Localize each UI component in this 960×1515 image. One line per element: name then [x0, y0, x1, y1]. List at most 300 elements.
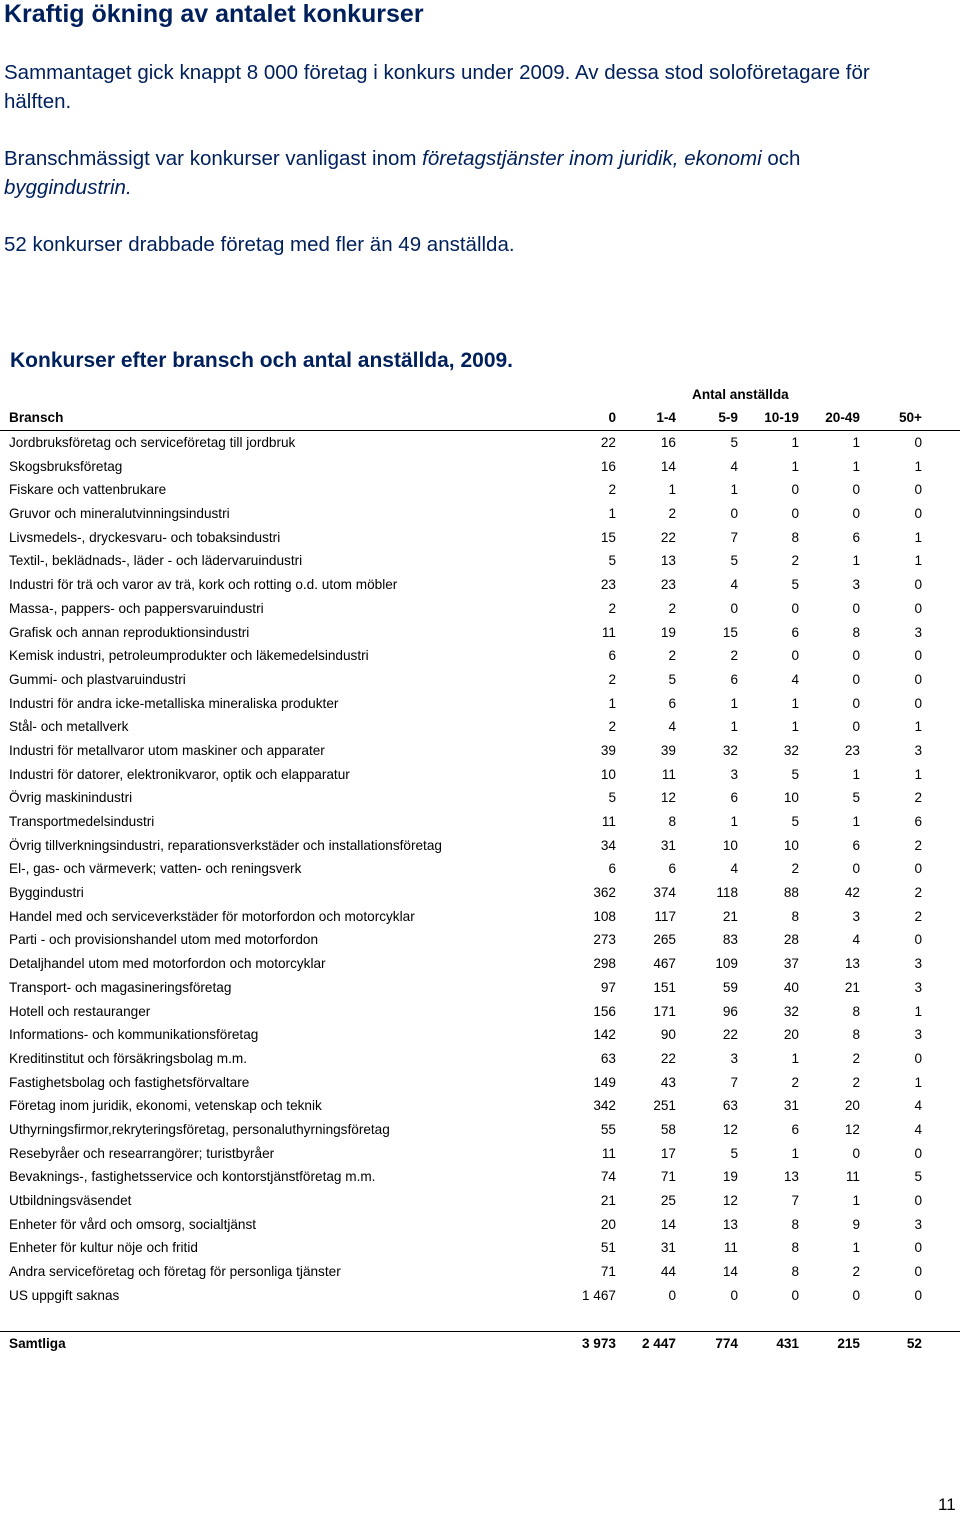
table-cell: 58 — [660, 1121, 676, 1137]
table-cell: 5 — [608, 553, 616, 569]
table-cell: 19 — [660, 624, 676, 640]
table-cell: 3 — [852, 908, 860, 924]
table-row — [0, 1260, 960, 1284]
table-cell: 8 — [791, 1216, 799, 1232]
intro-paragraph: Sammantaget gick knappt 8 000 företag i konkurs under 2009. Av dessa stod soloföretagare för hälften. — [4, 61, 870, 113]
table-cell: 4 — [730, 577, 738, 593]
table-cell: 8 — [791, 1240, 799, 1256]
total-cell: 3 973 — [581, 1336, 616, 1352]
table-cell: 96 — [722, 1003, 738, 1019]
row-label: Andra serviceföretag och företag för personliga tjänster — [9, 1264, 341, 1280]
row-label: Industri för trä och varor av trä, kork och rotting o.d. utom möbler — [9, 577, 398, 593]
table-header-row — [0, 406, 960, 431]
table-cell: 32 — [783, 1003, 799, 1019]
table-cell: 7 — [791, 1193, 799, 1208]
table-cell: 22 — [660, 529, 676, 545]
table-cell: 39 — [660, 742, 676, 758]
table-cell: 14 — [660, 458, 676, 474]
table-cell: 31 — [660, 837, 676, 853]
table-cell: 0 — [791, 506, 799, 522]
total-cell: 2 447 — [641, 1336, 676, 1352]
table-cell: 156 — [593, 1003, 616, 1019]
table-cell: 5 — [668, 671, 676, 687]
table-cell: 44 — [660, 1264, 676, 1280]
table-cell: 5 — [791, 577, 799, 593]
row-label: Fiskare och vattenbrukare — [9, 482, 167, 498]
table-cell: 8 — [791, 529, 799, 545]
table-cell: 142 — [593, 1027, 616, 1043]
table-cell: 42 — [844, 885, 860, 901]
row-label: Massa-, pappers- och pappersvaruindustri — [9, 600, 264, 616]
table-cell: 0 — [914, 1264, 922, 1280]
table-row — [0, 715, 960, 739]
table-cell: 6 — [668, 695, 676, 711]
table-cell: 11 — [601, 814, 616, 829]
table-cell: 34 — [600, 837, 616, 853]
table-row — [0, 1213, 960, 1237]
table-cell: 0 — [852, 695, 860, 711]
table-cell: 0 — [914, 695, 922, 711]
page-number: 11 — [938, 1495, 956, 1514]
table-cell: 118 — [716, 885, 738, 901]
table-cell: 1 — [852, 766, 860, 782]
table-row — [0, 1142, 960, 1166]
table-cell: 5 — [791, 766, 799, 782]
table-cell: 0 — [914, 482, 922, 498]
table-cell: 13 — [660, 553, 676, 569]
table-row — [0, 478, 960, 502]
row-label: Parti - och provisionshandel utom med motorfordon — [9, 932, 319, 948]
table-cell: 32 — [783, 742, 799, 758]
table-cell: 1 — [914, 458, 922, 474]
table-cell: 2 — [668, 506, 676, 522]
table-cell: 63 — [600, 1050, 616, 1066]
row-label: Kreditinstitut och försäkringsbolag m.m. — [9, 1050, 247, 1066]
table-cell: 467 — [653, 956, 676, 972]
table-cell: 1 — [608, 506, 616, 522]
table-cell: 374 — [653, 885, 676, 901]
total-cell: 52 — [906, 1336, 922, 1352]
table-cell: 23 — [844, 742, 860, 758]
table-cell: 5 — [730, 1145, 738, 1161]
table-cell: 1 — [791, 1145, 799, 1161]
table-cell: 1 — [791, 695, 799, 711]
table-row — [0, 549, 960, 573]
table-cell: 40 — [783, 979, 799, 995]
table-cell: 6 — [730, 671, 738, 687]
table-row — [0, 526, 960, 550]
table-cell: 88 — [783, 885, 799, 901]
table-cell: 20 — [600, 1216, 616, 1232]
table-cell: 0 — [730, 1287, 738, 1303]
table-cell: 10 — [783, 837, 799, 853]
table-row — [0, 1000, 960, 1024]
table-row — [0, 597, 960, 621]
table-cell: 10 — [600, 766, 616, 782]
table-row — [0, 952, 960, 976]
table-cell: 6 — [608, 861, 616, 877]
branch-paragraph-italic2: byggindustrin. — [4, 176, 132, 199]
table-cell: 6 — [852, 529, 860, 545]
table-cell: 0 — [914, 1287, 922, 1303]
table-cell: 0 — [914, 671, 922, 687]
table-cell: 3 — [914, 979, 922, 995]
table-cell: 4 — [791, 671, 799, 687]
table-group-header-row — [0, 380, 960, 406]
table-cell: 19 — [722, 1169, 738, 1185]
branch-paragraph-italic: företagstjänster inom juridik, ekonomi — [422, 147, 762, 170]
table-cell: 0 — [914, 1145, 922, 1161]
table-row — [0, 1284, 960, 1308]
table-cell: 1 — [791, 719, 799, 735]
column-header-5-9: 5-9 — [718, 410, 738, 425]
table-cell: 20 — [844, 1098, 860, 1114]
table-cell: 51 — [600, 1240, 616, 1256]
table-cell: 14 — [660, 1216, 676, 1232]
table-cell: 5 — [730, 553, 738, 569]
table-cell: 108 — [593, 908, 616, 924]
large-firms-paragraph: 52 konkurser drabbade företag med fler än 49 anställda. — [4, 233, 515, 256]
branch-paragraph-mid: och — [761, 147, 801, 170]
table-cell: 9 — [852, 1216, 860, 1232]
table-title: Konkurser efter bransch och antal anställda, 2009. — [10, 349, 514, 372]
row-label: Jordbruksföretag och serviceföretag till jordbruk — [9, 435, 296, 450]
table-cell: 1 — [730, 695, 738, 711]
table-cell: 1 — [852, 435, 860, 450]
table-cell: 6 — [608, 648, 616, 664]
table-cell: 74 — [600, 1169, 616, 1185]
table-cell: 1 — [730, 719, 738, 735]
table-cell: 1 — [914, 766, 922, 782]
table-cell: 16 — [600, 458, 616, 474]
table-cell: 4 — [914, 1121, 922, 1137]
table-cell: 0 — [914, 1240, 922, 1256]
table-row — [0, 455, 960, 479]
table-cell: 2 — [914, 837, 922, 853]
table-cell: 0 — [914, 577, 922, 593]
table-cell: 151 — [653, 979, 676, 995]
table-cell: 2 — [608, 719, 616, 735]
table-cell: 28 — [783, 932, 799, 948]
row-label: Bevaknings-, fastighetsservice och kontorstjänstföretag m.m. — [9, 1169, 376, 1185]
total-cell: 215 — [837, 1336, 860, 1352]
table-cell: 83 — [722, 932, 738, 948]
table-row — [0, 1094, 960, 1118]
table-cell: 0 — [852, 1287, 860, 1303]
table-cell: 1 — [852, 1193, 860, 1208]
table-row — [0, 857, 960, 881]
column-header-1-4: 1-4 — [656, 410, 676, 425]
table-cell: 0 — [852, 648, 860, 664]
table-cell: 6 — [668, 861, 676, 877]
row-label: Enheter för kultur nöje och fritid — [9, 1240, 198, 1256]
total-cell: 431 — [776, 1336, 799, 1352]
table-cell: 12 — [722, 1193, 738, 1208]
table-cell: 12 — [844, 1121, 860, 1137]
table-cell: 3 — [914, 1027, 922, 1043]
table-cell: 2 — [914, 790, 922, 806]
table-cell: 0 — [914, 648, 922, 664]
row-label: Grafisk och annan reproduktionsindustri — [9, 624, 250, 640]
table-cell: 59 — [722, 979, 738, 995]
row-label: Detaljhandel utom med motorfordon och motorcyklar — [9, 956, 326, 972]
table-cell: 2 — [852, 1264, 860, 1280]
table-row — [0, 739, 960, 763]
table-cell: 7 — [730, 1074, 738, 1090]
table-cell: 1 — [730, 814, 738, 829]
row-label: Hotell och restauranger — [9, 1003, 151, 1019]
table-cell: 31 — [660, 1240, 676, 1256]
page-heading: Kraftig ökning av antalet konkurser — [4, 0, 424, 28]
column-header-50-plus: 50+ — [898, 410, 922, 425]
table-cell: 6 — [852, 837, 860, 853]
row-label: Skogsbruksföretag — [9, 458, 123, 474]
table-cell: 2 — [608, 671, 616, 687]
row-label: Stål- och metallverk — [9, 719, 129, 735]
row-label: Textil-, beklädnads-, läder - och lädervaruindustri — [9, 553, 303, 569]
row-label: Utbildningsväsendet — [9, 1193, 132, 1208]
table-cell: 1 — [791, 458, 799, 474]
table-cell: 0 — [914, 1193, 922, 1208]
table-cell: 8 — [852, 1003, 860, 1019]
table-cell: 1 — [852, 1240, 860, 1256]
table-cell: 11 — [661, 766, 676, 782]
table-cell: 3 — [914, 1216, 922, 1232]
table-cell: 21 — [844, 979, 860, 995]
row-label: Gummi- och plastvaruindustri — [9, 671, 186, 687]
table-row — [0, 976, 960, 1000]
table-row — [0, 1165, 960, 1189]
table-cell: 22 — [722, 1027, 738, 1043]
table-row — [0, 668, 960, 692]
table-cell: 273 — [593, 932, 616, 948]
table-cell: 8 — [791, 1264, 799, 1280]
row-label: Övrig maskinindustri — [9, 790, 133, 806]
table-cell: 2 — [914, 908, 922, 924]
table-cell: 23 — [600, 577, 616, 593]
table-cell: 11 — [845, 1169, 860, 1185]
table-cell: 0 — [852, 861, 860, 877]
table-cell: 362 — [593, 885, 616, 901]
table-cell: 8 — [852, 1027, 860, 1043]
table-cell: 5 — [852, 790, 860, 806]
table-cell: 8 — [791, 908, 799, 924]
table-cell: 0 — [730, 506, 738, 522]
table-cell: 5 — [608, 790, 616, 806]
table-cell: 22 — [600, 435, 616, 450]
table-cell: 43 — [660, 1074, 676, 1090]
branch-paragraph-start: Branschmässigt var konkurser vanligast inom — [4, 147, 423, 170]
table-cell: 16 — [660, 435, 676, 450]
row-label: US uppgift saknas — [9, 1287, 120, 1303]
table-cell: 1 — [791, 435, 799, 450]
table-body — [0, 431, 960, 1307]
table-cell: 0 — [852, 482, 860, 498]
table-cell: 0 — [852, 671, 860, 687]
table-cell: 1 — [852, 553, 860, 569]
table-row — [0, 1047, 960, 1071]
total-label: Samtliga — [9, 1336, 66, 1352]
table-cell: 0 — [791, 600, 799, 616]
row-label: Transport- och magasineringsföretag — [9, 979, 232, 995]
row-label: El-, gas- och värmeverk; vatten- och reningsverk — [9, 861, 302, 877]
table-cell: 8 — [668, 814, 676, 829]
table-cell: 2 — [791, 1074, 799, 1090]
table-cell: 1 — [914, 529, 922, 545]
table-cell: 4 — [914, 1098, 922, 1114]
table-cell: 13 — [783, 1169, 799, 1185]
table-cell: 5 — [730, 435, 738, 450]
table-cell: 0 — [914, 1050, 922, 1066]
table-cell: 5 — [914, 1169, 922, 1185]
table-cell: 2 — [608, 482, 616, 498]
row-label: Kemisk industri, petroleumprodukter och läkemedelsindustri — [9, 648, 369, 664]
table-cell: 1 467 — [581, 1287, 616, 1303]
table-cell: 0 — [914, 435, 922, 450]
table-cell: 0 — [852, 1145, 860, 1161]
table-row — [0, 502, 960, 526]
table-row — [0, 763, 960, 787]
table-cell: 90 — [660, 1027, 676, 1043]
table-cell: 2 — [730, 648, 738, 664]
table-cell: 0 — [668, 1287, 676, 1303]
table-cell: 1 — [852, 814, 860, 829]
table-cell: 251 — [653, 1098, 676, 1114]
table-cell: 2 — [852, 1050, 860, 1066]
table-cell: 55 — [600, 1121, 616, 1137]
table-row — [0, 621, 960, 645]
table-cell: 2 — [668, 600, 676, 616]
table-row — [0, 644, 960, 668]
table-row — [0, 786, 960, 810]
table-cell: 23 — [660, 577, 676, 593]
table-cell: 10 — [722, 837, 738, 853]
table-cell: 0 — [914, 506, 922, 522]
table-cell: 25 — [660, 1193, 676, 1208]
table-cell: 2 — [914, 885, 922, 901]
table-cell: 0 — [730, 600, 738, 616]
table-total-row — [0, 1331, 960, 1356]
row-label: Byggindustri — [9, 885, 84, 901]
table-cell: 12 — [722, 1121, 738, 1137]
table-cell: 1 — [914, 1074, 922, 1090]
row-label: Resebyråer och researrangörer; turistbyråer — [9, 1145, 275, 1161]
table-cell: 3 — [914, 624, 922, 640]
table-cell: 1 — [730, 482, 738, 498]
table-row — [0, 573, 960, 597]
table-cell: 0 — [791, 1287, 799, 1303]
table-cell: 265 — [653, 932, 676, 948]
table-cell: 0 — [852, 719, 860, 735]
table-row — [0, 834, 960, 858]
table-cell: 3 — [852, 577, 860, 593]
table-cell: 0 — [791, 482, 799, 498]
table-cell: 0 — [914, 861, 922, 877]
column-header-bransch: Bransch — [9, 410, 64, 425]
table-row — [0, 1023, 960, 1047]
table-cell: 117 — [654, 908, 676, 924]
table-cell: 6 — [791, 624, 799, 640]
table-cell: 11 — [601, 624, 616, 640]
table-row — [0, 1236, 960, 1260]
table-cell: 4 — [730, 861, 738, 877]
table-cell: 12 — [660, 790, 676, 806]
table-cell: 13 — [844, 956, 860, 972]
row-label: Enheter för vård och omsorg, socialtjänst — [9, 1216, 257, 1232]
table-cell: 109 — [715, 956, 738, 972]
table-cell: 3 — [730, 1050, 738, 1066]
table-cell: 21 — [600, 1193, 616, 1208]
row-label: Uthyrningsfirmor,rekryteringsföretag, personaluthyrningsföretag — [9, 1121, 390, 1137]
table-cell: 1 — [914, 553, 922, 569]
row-label: Övrig tillverkningsindustri, reparationsverkstäder och installationsföretag — [9, 837, 442, 853]
table-cell: 71 — [600, 1264, 616, 1280]
table-cell: 2 — [791, 553, 799, 569]
table-cell: 39 — [600, 742, 616, 758]
table-cell: 2 — [608, 600, 616, 616]
table-row — [0, 692, 960, 716]
table-cell: 4 — [852, 932, 860, 948]
column-header-0: 0 — [608, 410, 616, 425]
table-cell: 37 — [783, 956, 799, 972]
table-cell: 97 — [600, 979, 616, 995]
table-cell: 1 — [791, 1050, 799, 1066]
table-row — [0, 928, 960, 952]
table-cell: 3 — [914, 956, 922, 972]
column-header-20-49: 20-49 — [825, 410, 860, 425]
table-cell: 149 — [593, 1074, 616, 1090]
table-cell: 14 — [722, 1264, 738, 1280]
table-cell: 4 — [730, 458, 738, 474]
table-row — [0, 881, 960, 905]
table-cell: 20 — [783, 1027, 799, 1043]
bankruptcy-table — [0, 380, 960, 1356]
table-cell: 32 — [722, 742, 738, 758]
row-label: Företag inom juridik, ekonomi, vetenskap och teknik — [9, 1098, 322, 1114]
table-cell: 171 — [653, 1003, 676, 1019]
table-cell: 6 — [730, 790, 738, 806]
table-row — [0, 431, 960, 455]
table-cell: 0 — [852, 600, 860, 616]
row-label: Industri för metallvaror utom maskiner och apparater — [9, 742, 325, 758]
table-cell: 8 — [852, 624, 860, 640]
table-cell: 0 — [914, 600, 922, 616]
table-cell: 2 — [791, 861, 799, 877]
table-cell: 63 — [722, 1098, 738, 1114]
table-cell: 15 — [722, 624, 738, 640]
table-cell: 6 — [914, 814, 922, 829]
table-cell: 6 — [791, 1121, 799, 1137]
table-cell: 3 — [914, 742, 922, 758]
table-cell: 4 — [668, 719, 676, 735]
branch-paragraph — [4, 144, 904, 202]
row-label: Livsmedels-, dryckesvaru- och tobaksindustri — [9, 529, 281, 545]
row-label: Informations- och kommunikationsföretag — [9, 1027, 259, 1043]
table-cell: 342 — [593, 1098, 616, 1114]
table-spacer — [0, 1307, 960, 1331]
group-header-employees: Antal anställda — [692, 387, 789, 402]
row-label: Fastighetsbolag och fastighetsförvaltare — [9, 1074, 250, 1090]
table-row — [0, 1071, 960, 1095]
table-cell: 21 — [722, 908, 738, 924]
table-cell: 13 — [722, 1216, 738, 1232]
table-cell: 71 — [660, 1169, 676, 1185]
table-row — [0, 1118, 960, 1142]
table-row — [0, 905, 960, 929]
table-cell: 22 — [660, 1050, 676, 1066]
table-cell: 0 — [791, 648, 799, 664]
table-cell: 1 — [914, 719, 922, 735]
